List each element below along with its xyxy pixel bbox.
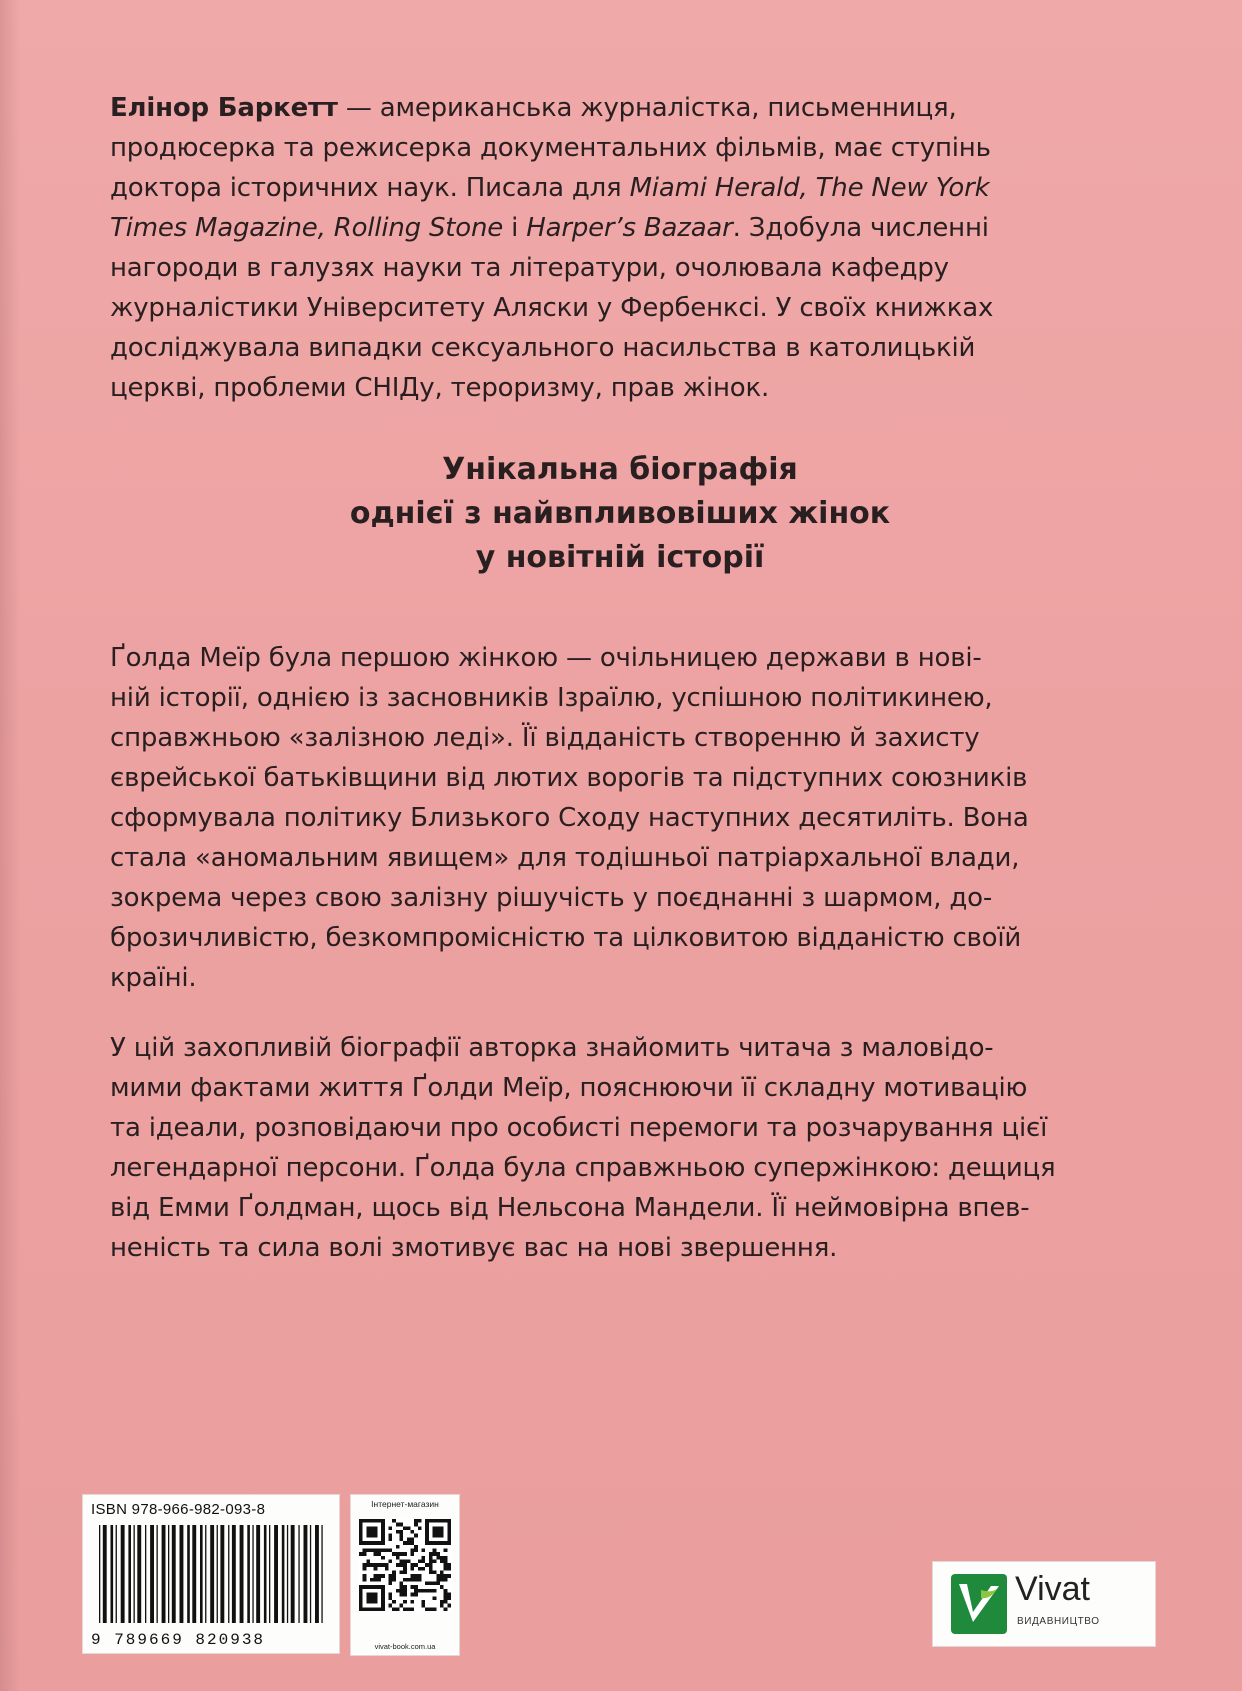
paragraph-line: У цій захопливій біографії авторка знайомить читача з маловідо- (110, 1033, 994, 1063)
paragraph-line: єврейської батьківщини від лютих ворогів та підступних союзників (110, 763, 1028, 793)
paragraph-line: зокрема через свою залізну рішучість у поєднанні з шармом, до- (110, 883, 993, 913)
publisher-subtitle: ВИДАВНИЦТВО (1017, 1616, 1100, 1627)
vivat-leaf-icon (951, 1574, 1007, 1634)
bio-line-7: досліджувала випадки сексуального насильства в католицькій (110, 333, 976, 363)
publisher-name: Vivat (1015, 1570, 1090, 1608)
author-bio (110, 88, 1070, 408)
isbn-barcode (82, 1494, 340, 1654)
author-name: Елінор Баркетт (110, 93, 338, 123)
bio-line-1: Елінор Баркетт — американська журналістка, письменниця, (110, 93, 957, 123)
bio-line-8: церкві, проблеми СНІДу, тероризму, прав жінок. (110, 373, 770, 403)
paragraph-line: сформувала політику Близького Сходу наступних десятиліть. Вона (110, 803, 1029, 833)
qr-code-icon (359, 1519, 451, 1611)
paragraph-line: та ідеали, розповідаючи про особисті перемоги та розчарування цієї (110, 1113, 1048, 1143)
qr-code-block (350, 1494, 460, 1656)
paragraph-line: Ґолда Меїр була першою жінкою — очільницею держави в нові- (110, 643, 982, 673)
paragraph-line: справжньою «залізною леді». Її відданість створенню й захисту (110, 723, 980, 753)
tagline-line-2: однієї з найвпливовіших жінок (349, 496, 891, 531)
barcode-digits: 9 789669 820938 (91, 1631, 266, 1649)
paragraph-line: неність та сила волі змотивує вас на нові звершення. (110, 1233, 838, 1263)
bio-line-6: журналістики Університету Аляски у Фербенксі. У своїх книжках (110, 293, 994, 323)
paragraph-line: легендарної персони. Ґолда була справжньою супержінкою: дещиця (110, 1153, 1056, 1183)
publisher-logo (932, 1561, 1156, 1647)
tagline-line-3: у новітній історії (475, 540, 765, 575)
paragraph-line: ній історії, однією із засновників Ізраїлю, успішною політикинею, (110, 683, 993, 713)
barcode-icon (95, 1525, 327, 1623)
bio-line-2: продюсерка та режисерка документальних фільмів, має ступінь (110, 133, 991, 163)
qr-top-label: Інтернет-магазин (371, 1499, 439, 1509)
tagline-line-1: Унікальна біографія (442, 452, 798, 487)
paragraph-line: мими фактами життя Ґолди Меїр, пояснюючи її складну мотивацію (110, 1073, 1028, 1103)
tagline-heading (110, 448, 1130, 580)
paragraph-line: країні. (110, 963, 197, 993)
bio-line-3: доктора історичних наук. Писала для Miami Herald, The New York (110, 173, 990, 203)
publication-names: Miami Herald, The New York (629, 173, 990, 203)
description-paragraph-2 (110, 1028, 1070, 1268)
paragraph-line: брозичливістю, безкомпромісністю та цілковитою відданістю своїй (110, 923, 1022, 953)
isbn-number: ISBN 978-966-982-093-8 (91, 1501, 266, 1518)
paragraph-line: від Емми Ґолдман, щось від Нельсона Мандели. Її неймовірна впев- (110, 1193, 1030, 1223)
bio-line-4: Times Magazine, Rolling Stone і Harper’s Bazaar. Здобула численні (110, 213, 989, 243)
qr-url-label: vivat-book.com.ua (374, 1642, 436, 1651)
description-paragraph-1 (110, 638, 1070, 998)
paragraph-line: стала «аномальним явищем» для тодішньої патріархальної влади, (110, 843, 1020, 873)
bio-line-5: нагороди в галузях науки та літератури, очолювала кафедру (110, 253, 949, 283)
